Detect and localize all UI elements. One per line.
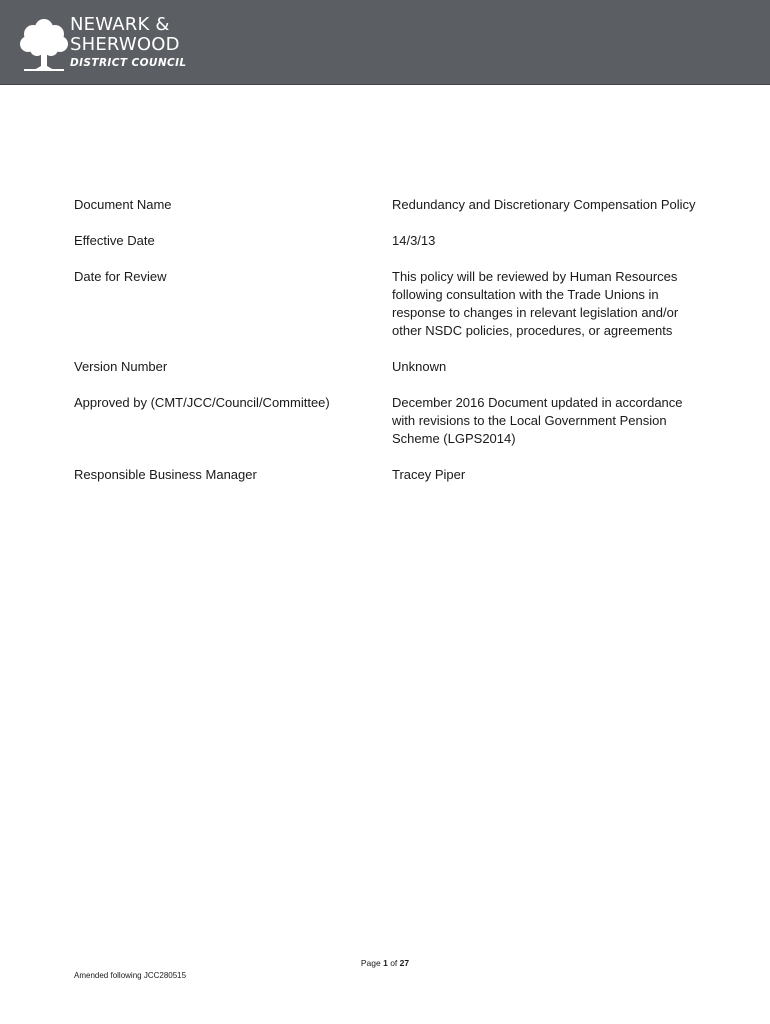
label-effective-date: Effective Date [74, 233, 155, 248]
page-prefix: Page [360, 958, 381, 968]
label-document-name: Document Name [74, 197, 172, 212]
tree-icon [18, 14, 70, 72]
row-effective-date [74, 232, 714, 250]
value-document-name: Redundancy and Discretionary Compensation Policy [392, 197, 696, 212]
document-info-table [74, 196, 714, 502]
logo-wordmark [70, 16, 187, 69]
value-effective-date: 14/3/13 [392, 233, 436, 248]
label-version-number: Version Number [74, 359, 168, 374]
row-version-number [74, 358, 714, 376]
logo-line-sherwood: SHERWOOD [70, 34, 180, 55]
page-number [0, 958, 770, 968]
row-document-name [74, 196, 714, 214]
label-approved-by: Approved by (CMT/JCC/Council/Committee) [74, 395, 330, 410]
amendment-note: Amended following JCC280515 [74, 971, 187, 980]
value-date-for-review: This policy will be reviewed by Human Resources following consultation with the Trade Unions in response to changes in relevant legislation and/or other NSDC policies, procedures, or agreements [392, 269, 679, 338]
logo-line-newark: NEWARK & [70, 14, 170, 35]
logo-line-district-council: DISTRICT COUNCIL [70, 57, 187, 69]
row-approved-by [74, 394, 714, 448]
label-date-for-review: Date for Review [74, 269, 167, 284]
page-of: of [390, 958, 398, 968]
row-date-for-review [74, 268, 714, 340]
value-version-number: Unknown [392, 359, 447, 374]
label-responsible-manager: Responsible Business Manager [74, 467, 257, 482]
page-current: 1 [383, 958, 388, 968]
value-responsible-manager: Tracey Piper [392, 467, 466, 482]
council-logo [18, 14, 198, 74]
row-responsible-manager [74, 466, 714, 484]
header-band [0, 0, 770, 85]
value-approved-by: December 2016 Document updated in accordance with revisions to the Local Government Pension Scheme (LGPS2014) [392, 395, 683, 446]
page-total: 27 [399, 958, 410, 968]
